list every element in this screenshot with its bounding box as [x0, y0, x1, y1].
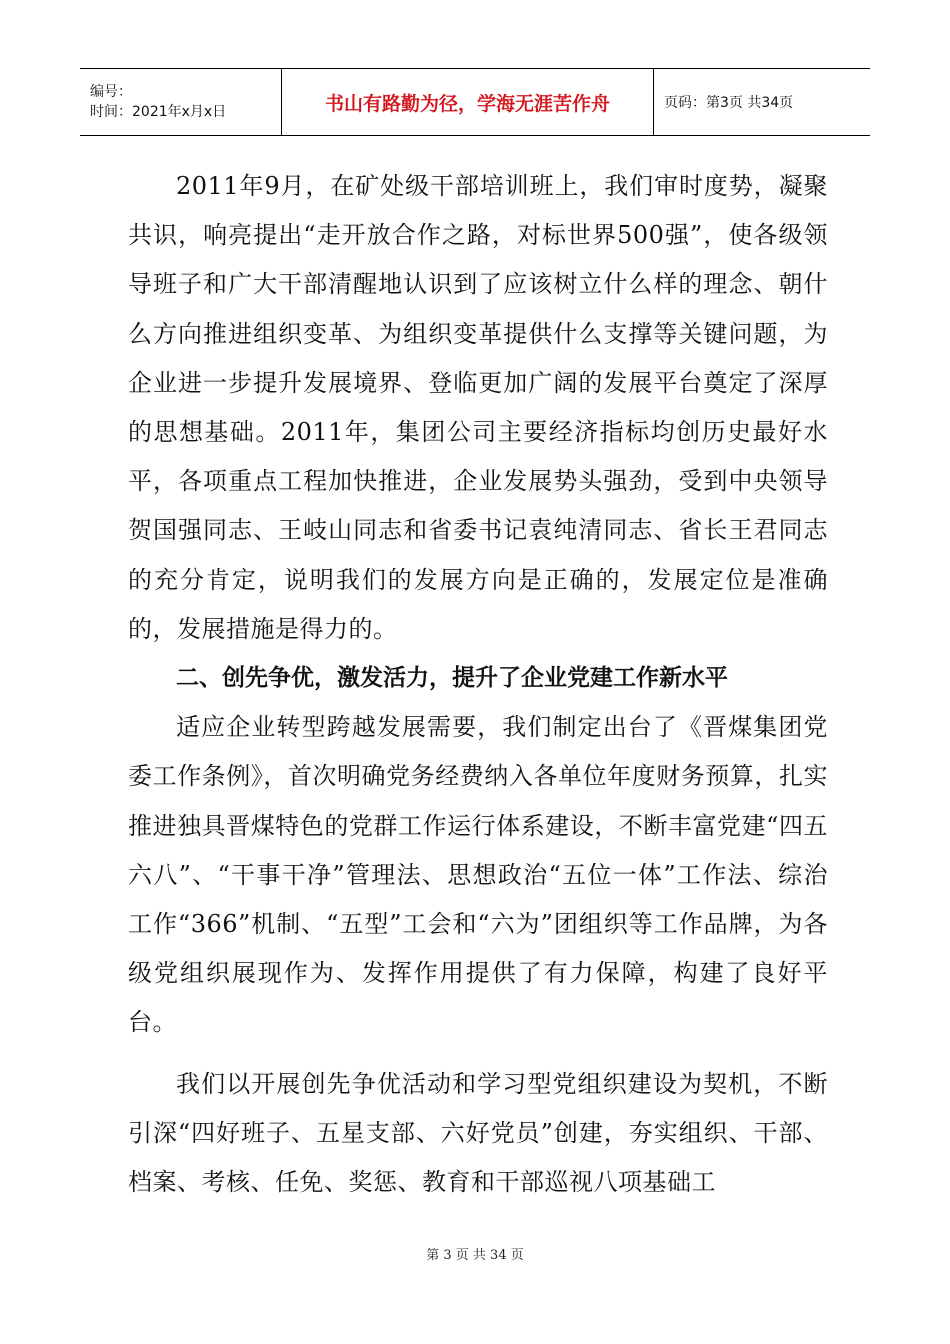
body-paragraph-2: 适应企业转型跨越发展需要，我们制定出台了《晋煤集团党委工作条例》，首次明确党务经费纳入各单位年度财务预算，扎实推进独具晋煤特色的党群工作运行体系建设，不断丰富党建“四五六八”、“干事干净”管理法、思想政治“五位一体”工作法、综治工作“366”机制、“五型”工会和“六为”团组织等工作品牌，为各级党组织展现作为、发挥作用提供了有力保障，构建了良好平台。	[128, 713, 828, 1037]
document-number-label: 编号：	[90, 84, 132, 100]
section-heading-2: 二、创先争优，激发活力，提升了企业党建工作新水平	[176, 665, 728, 692]
document-body	[128, 162, 828, 1207]
body-paragraph-3: 我们以开展创先争优活动和学习型党组织建设为契机，不断引深“四好班子、五星支部、六好党员”创建，夯实组织、干部、档案、考核、任免、奖惩、教育和干部巡视八项基础工	[128, 1069, 828, 1197]
header-meta	[80, 69, 282, 135]
header-motto: 书山有路勤为径，学海无涯苦作舟	[282, 69, 654, 135]
body-paragraph-1: 2011年9月，在矿处级干部培训班上，我们审时度势，凝聚共识，响亮提出“走开放合作之路，对标世界500强”，使各级领导班子和广大干部清醒地认识到了应该树立什么样的理念、朝什么方向推进组织变革、为组织变革提供什么支撑等关键问题，为企业进一步提升发展境界、登临更加广阔的发展平台奠定了深厚的思想基础。2011年，集团公司主要经济指标均创历史最好水平，各项重点工程加快推进，企业发展势头强劲，受到中央领导贺国强同志、王岐山同志和省委书记袁纯清同志、省长王君同志的充分肯定，说明我们的发展方向是正确的，发展定位是准确的，发展措施是得力的。	[128, 172, 828, 643]
page-footer: 第 3 页 共 34 页	[426, 1248, 524, 1263]
document-time-label: 时间：2021年x月x日	[90, 104, 227, 120]
page-header	[80, 68, 870, 136]
header-page-code: 页码：第3页 共34页	[664, 95, 794, 111]
